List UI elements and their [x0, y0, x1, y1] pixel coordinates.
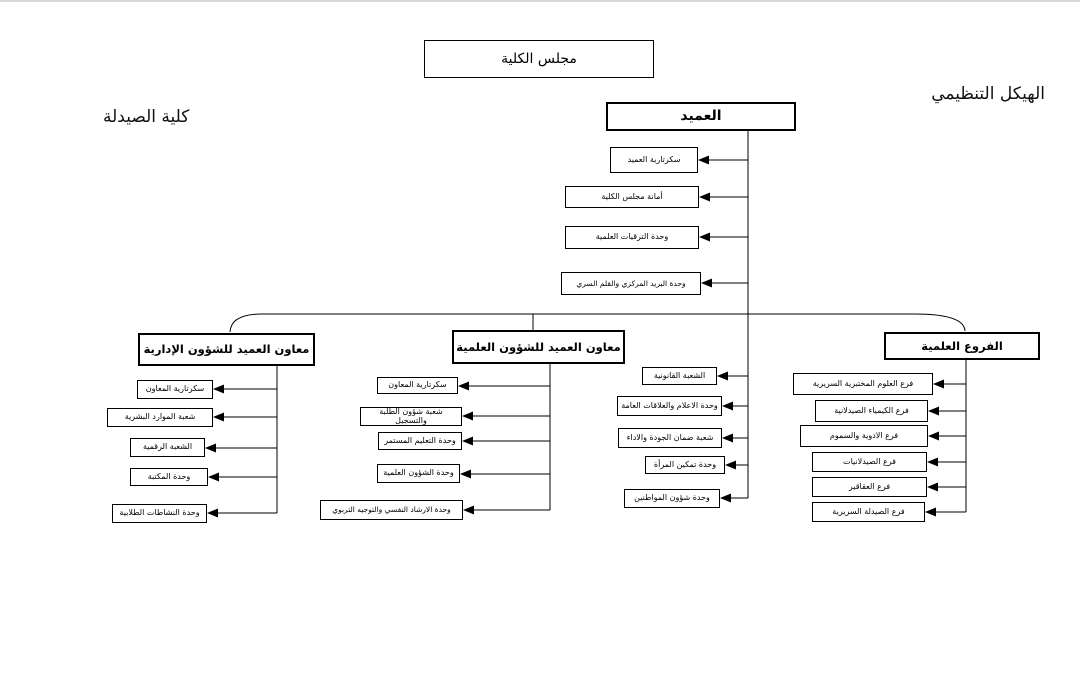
node-digital-division: الشعبة الرقمية — [130, 438, 205, 457]
window-top-edge — [0, 0, 1080, 2]
node-dean: العميد — [606, 102, 796, 131]
node-citizens-affairs-unit: وحدة شؤون المواطنين — [624, 489, 720, 508]
node-scientific-affairs-unit: وحدة الشؤون العلمية — [377, 464, 460, 483]
node-college-council: مجلس الكلية — [424, 40, 654, 78]
node-student-affairs-registration-division: شعبة شؤون الطلبة والتسجيل — [360, 407, 462, 426]
node-library-unit: وحدة المكتبة — [130, 468, 208, 486]
node-clinical-pharmacy-branch: فرع الصيدلة السريرية — [812, 502, 925, 522]
node-admin-assistant-secretariat: سكرتارية المعاون — [137, 380, 213, 399]
node-continuing-education-unit: وحدة التعليم المستمر — [378, 432, 462, 450]
node-pharmacognosy-branch: فرع العقاقير — [812, 477, 927, 497]
node-admin-assistant: معاون العميد للشؤون الإدارية — [138, 333, 315, 366]
node-pharmaceutics-branch: فرع الصيدلانيات — [812, 452, 927, 472]
node-sci-assistant-secretariat: سكرتارية المعاون — [377, 377, 458, 394]
node-scientific-branches: الفروع العلمية — [884, 332, 1040, 360]
node-pharmaceutical-chemistry-branch: فرع الكيمياء الصيدلانية — [815, 400, 928, 422]
page-title-organizational-structure: الهيكل التنظيمي — [931, 84, 1045, 104]
node-quality-assurance-division: شعبة ضمان الجودة والاداء — [618, 428, 722, 448]
node-student-activities-unit: وحدة النشاطات الطلابية — [112, 504, 207, 523]
node-scientific-promotions-unit: وحدة الترقيات العلمية — [565, 226, 699, 249]
node-legal-division: الشعبة القانونية — [642, 367, 717, 385]
node-women-empowerment-unit: وحدة تمكين المرأة — [645, 456, 725, 474]
page-title-college-name: كلية الصيدلة — [103, 107, 190, 127]
node-dean-secretariat: سكرتارية العميد — [610, 147, 698, 173]
node-scientific-assistant: معاون العميد للشؤون العلمية — [452, 330, 625, 364]
node-clinical-lab-sciences-branch: فرع العلوم المختبرية السريرية — [793, 373, 933, 395]
node-psychological-counseling-unit: وحدة الارشاد النفسي والتوجيه التربوي — [320, 500, 463, 520]
node-pharmacology-toxicology-branch: فرع الادوية والسموم — [800, 425, 928, 447]
node-human-resources-division: شعبة الموارد البشرية — [107, 408, 213, 427]
node-college-council-secretariat: أمانة مجلس الكلية — [565, 186, 699, 208]
node-media-public-relations-unit: وحدة الاعلام والعلاقات العامة — [617, 396, 722, 416]
node-central-mail-confidential-unit: وحدة البريد المركزي والقلم السري — [561, 272, 701, 295]
